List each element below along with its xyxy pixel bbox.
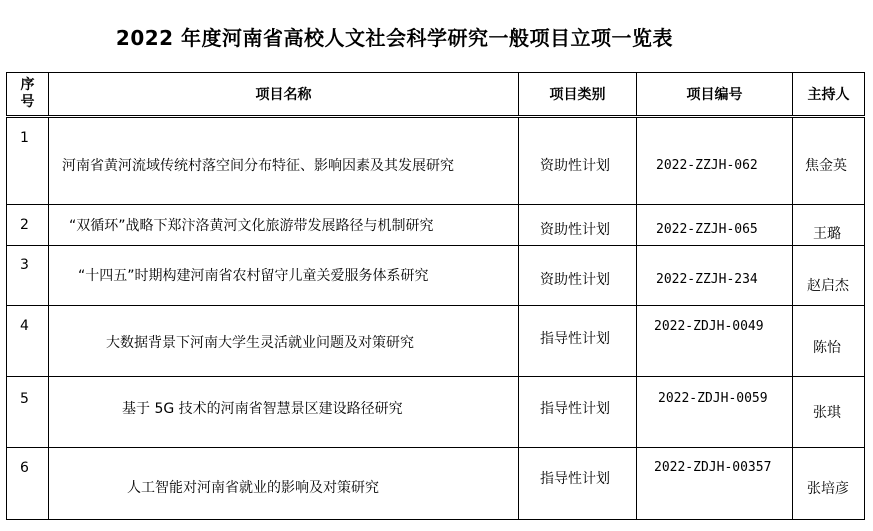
code-text: 2022-ZDJH-0049 — [654, 319, 764, 334]
table-row — [7, 306, 865, 377]
table-row — [7, 205, 865, 246]
cell-name — [49, 377, 519, 448]
cell-name — [49, 205, 519, 246]
seq-text: 1 — [20, 130, 29, 146]
cell-host — [793, 205, 865, 246]
name-text: “十四五”时期构建河南省农村留守儿童关爱服务体系研究 — [78, 268, 429, 284]
host-text: 王璐 — [813, 226, 841, 242]
cell-seq — [7, 205, 49, 246]
project-table — [6, 72, 865, 520]
name-text: 基于 5G 技术的河南省智慧景区建设路径研究 — [122, 401, 403, 417]
type-text: 指导性计划 — [540, 471, 610, 487]
page-title — [0, 22, 873, 51]
cell-host — [793, 246, 865, 306]
cell-name — [49, 448, 519, 520]
cell-type — [519, 205, 637, 246]
host-text: 张培彦 — [807, 481, 849, 497]
cell-code — [637, 246, 793, 306]
cell-code — [637, 448, 793, 520]
cell-name — [49, 246, 519, 306]
seq-text: 6 — [20, 460, 29, 476]
cell-code — [637, 205, 793, 246]
cell-type — [519, 306, 637, 377]
table-row — [7, 377, 865, 448]
cell-type — [519, 117, 637, 205]
header-type: 项目类别 — [519, 73, 637, 117]
header-seq-label: 序号 — [20, 77, 35, 110]
cell-code — [637, 306, 793, 377]
host-text: 焦金英 — [805, 158, 847, 174]
cell-host — [793, 448, 865, 520]
cell-code — [637, 117, 793, 205]
cell-code — [637, 377, 793, 448]
cell-type — [519, 448, 637, 520]
host-text: 张琪 — [813, 405, 841, 421]
name-text: 河南省黄河流域传统村落空间分布特征、影响因素及其发展研究 — [62, 158, 454, 174]
cell-seq — [7, 246, 49, 306]
seq-text: 4 — [20, 318, 29, 334]
name-text: 大数据背景下河南大学生灵活就业问题及对策研究 — [106, 335, 414, 351]
table-row — [7, 246, 865, 306]
cell-name — [49, 306, 519, 377]
header-code: 项目编号 — [637, 73, 793, 117]
cell-host — [793, 306, 865, 377]
header-name: 项目名称 — [49, 73, 519, 117]
cell-seq — [7, 448, 49, 520]
cell-seq — [7, 306, 49, 377]
cell-type — [519, 246, 637, 306]
type-text: 资助性计划 — [540, 222, 610, 238]
table-row — [7, 117, 865, 205]
table-row — [7, 448, 865, 520]
cell-type — [519, 377, 637, 448]
code-text: 2022-ZDJH-00357 — [654, 460, 772, 475]
seq-text: 3 — [20, 257, 29, 273]
seq-text: 5 — [20, 391, 29, 407]
host-text: 赵启杰 — [807, 278, 849, 294]
cell-host — [793, 377, 865, 448]
code-text: 2022-ZDJH-0059 — [658, 391, 768, 406]
cell-seq — [7, 117, 49, 205]
table-header — [7, 73, 865, 117]
code-text: 2022-ZZJH-062 — [656, 158, 758, 173]
code-text: 2022-ZZJH-234 — [656, 272, 758, 287]
seq-text: 2 — [20, 217, 29, 233]
cell-seq — [7, 377, 49, 448]
name-text: 人工智能对河南省就业的影响及对策研究 — [127, 480, 379, 496]
type-text: 资助性计划 — [540, 272, 610, 288]
host-text: 陈怡 — [813, 340, 841, 356]
type-text: 指导性计划 — [540, 331, 610, 347]
header-host: 主持人 — [793, 73, 865, 117]
page-title-text: 2022 年度河南省高校人文社会科学研究一般项目立项一览表 — [115, 26, 674, 50]
type-text: 指导性计划 — [540, 401, 610, 417]
cell-host — [793, 117, 865, 205]
type-text: 资助性计划 — [540, 158, 610, 174]
cell-name — [49, 117, 519, 205]
name-text: “双循环”战略下郑汴洛黄河文化旅游带发展路径与机制研究 — [69, 218, 434, 234]
header-seq — [7, 73, 49, 117]
code-text: 2022-ZZJH-065 — [656, 222, 758, 237]
